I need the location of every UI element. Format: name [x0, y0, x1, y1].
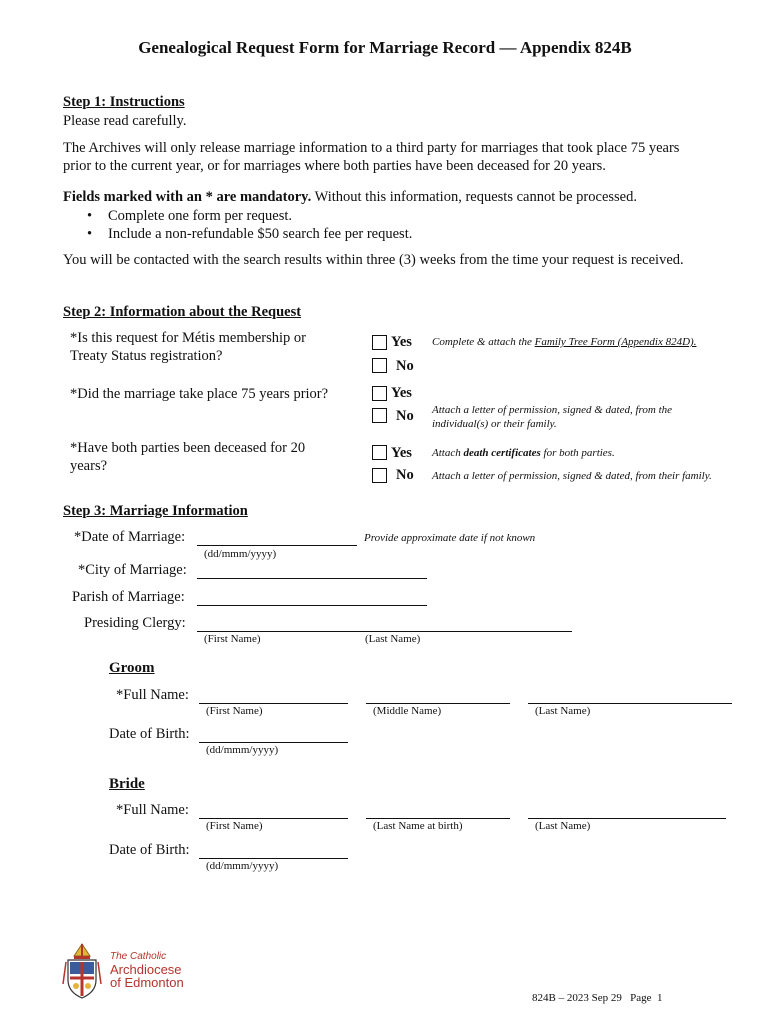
mandatory-bold: Fields marked with an * are mandatory. — [63, 189, 312, 205]
bride-last-name-field[interactable] — [528, 818, 726, 819]
step1-heading: Step 1: Instructions — [63, 94, 185, 110]
groom-last-name-hint: (Last Name) — [535, 705, 591, 717]
groom-middle-name-field[interactable] — [366, 703, 510, 704]
yes-label: Yes — [391, 445, 412, 461]
no-label: No — [396, 467, 414, 483]
note-bold: death certificates — [463, 447, 541, 459]
date-format-hint: (dd/mmm/yyyy) — [204, 548, 277, 560]
step1-paragraph: The Archives will only release marriage information to a third party for marriages that took place 75 years prior to the current year, or for marriages where both parties have been deceased for 20 years. — [63, 140, 680, 174]
groom-full-name-label: *Full Name: — [116, 687, 189, 703]
bride-birth-last-name-field[interactable] — [366, 818, 510, 819]
deceased-no-checkbox[interactable] — [372, 468, 387, 483]
read-carefully: Please read carefully. — [63, 113, 187, 129]
bullet-item: • Complete one form per request. — [63, 207, 713, 225]
years75-no-note: Attach a letter of permission, signed & dated, from the individual(s) or their family. — [432, 404, 673, 430]
logo-line1: The Catholic — [110, 951, 167, 962]
clergy-first-name-hint: (First Name) — [204, 633, 261, 645]
city-of-marriage-field[interactable] — [197, 578, 427, 579]
groom-middle-name-hint: (Middle Name) — [373, 705, 442, 717]
question-75-years: *Did the marriage take place 75 years prior? — [70, 386, 329, 402]
yes-label: Yes — [391, 334, 412, 350]
page-footer: 824B – 2023 Sep 29 Page 1 — [532, 992, 663, 1004]
question-deceased: *Have both parties been deceased for 20 years? — [70, 440, 306, 474]
question-metis: *Is this request for Métis membership or Treaty Status registration? — [70, 330, 306, 364]
bride-full-name-label: *Full Name: — [116, 802, 189, 818]
yes-label: Yes — [391, 385, 412, 401]
groom-heading: Groom — [109, 660, 155, 676]
presiding-clergy-field[interactable] — [197, 631, 572, 632]
date-of-marriage-field[interactable] — [197, 545, 357, 546]
archdiocese-crest-logo — [62, 940, 102, 1002]
years75-no-checkbox[interactable] — [372, 408, 387, 423]
step3-heading: Step 3: Marriage Information — [63, 503, 248, 519]
bride-heading: Bride — [109, 776, 145, 792]
clergy-last-name-hint: (Last Name) — [365, 633, 421, 645]
groom-first-name-field[interactable] — [199, 703, 348, 704]
metis-yes-checkbox[interactable] — [372, 335, 387, 350]
mandatory-rest: Without this information, requests cannot be processed. — [311, 189, 637, 205]
bride-dob-field[interactable] — [199, 858, 348, 859]
note-text: Complete & attach the — [432, 336, 535, 348]
archdiocese-wordmark — [110, 950, 184, 989]
presiding-clergy-label: Presiding Clergy: — [84, 615, 186, 631]
no-label: No — [396, 358, 414, 374]
bullet-item: • Include a non-refundable $50 search fee per request. — [63, 225, 713, 243]
deceased-yes-checkbox[interactable] — [372, 445, 387, 460]
family-tree-link[interactable]: Family Tree Form (Appendix 824D). — [534, 336, 697, 348]
parish-of-marriage-label: Parish of Marriage: — [72, 589, 185, 605]
contact-note: You will be contacted with the search results within three (3) weeks from the time your request is received. — [63, 252, 684, 268]
bride-dob-format-hint: (dd/mmm/yyyy) — [206, 860, 279, 872]
groom-last-name-field[interactable] — [528, 703, 732, 704]
metis-yes-note — [432, 336, 696, 348]
date-hint: Provide approximate date if not known — [364, 532, 536, 544]
bride-birth-last-name-hint: (Last Name at birth) — [373, 820, 463, 832]
bride-first-name-field[interactable] — [199, 818, 348, 819]
mandatory-note — [63, 188, 713, 206]
instruction-bullets — [63, 207, 713, 243]
deceased-yes-note — [432, 447, 615, 459]
groom-dob-field[interactable] — [199, 742, 348, 743]
note-text: for both parties. — [540, 447, 615, 459]
parish-of-marriage-field[interactable] — [197, 605, 427, 606]
no-label: No — [396, 408, 414, 424]
page-title: Genealogical Request Form for Marriage Record — Appendix 824B — [138, 38, 632, 57]
groom-first-name-hint: (First Name) — [206, 705, 263, 717]
groom-dob-format-hint: (dd/mmm/yyyy) — [206, 744, 279, 756]
logo-line2: Archdiocese — [110, 962, 182, 977]
groom-dob-label: Date of Birth: — [109, 726, 190, 742]
years75-yes-checkbox[interactable] — [372, 386, 387, 401]
note-text: Attach — [432, 447, 464, 459]
city-of-marriage-label: *City of Marriage: — [78, 562, 187, 578]
metis-no-checkbox[interactable] — [372, 358, 387, 373]
step2-heading: Step 2: Information about the Request — [63, 304, 302, 320]
bride-first-name-hint: (First Name) — [206, 820, 263, 832]
date-of-marriage-label: *Date of Marriage: — [74, 529, 186, 545]
logo-line3: of Edmonton — [110, 975, 184, 990]
bride-dob-label: Date of Birth: — [109, 842, 190, 858]
bride-last-name-hint: (Last Name) — [535, 820, 591, 832]
deceased-no-note: Attach a letter of permission, signed & dated, from their family. — [432, 470, 712, 482]
